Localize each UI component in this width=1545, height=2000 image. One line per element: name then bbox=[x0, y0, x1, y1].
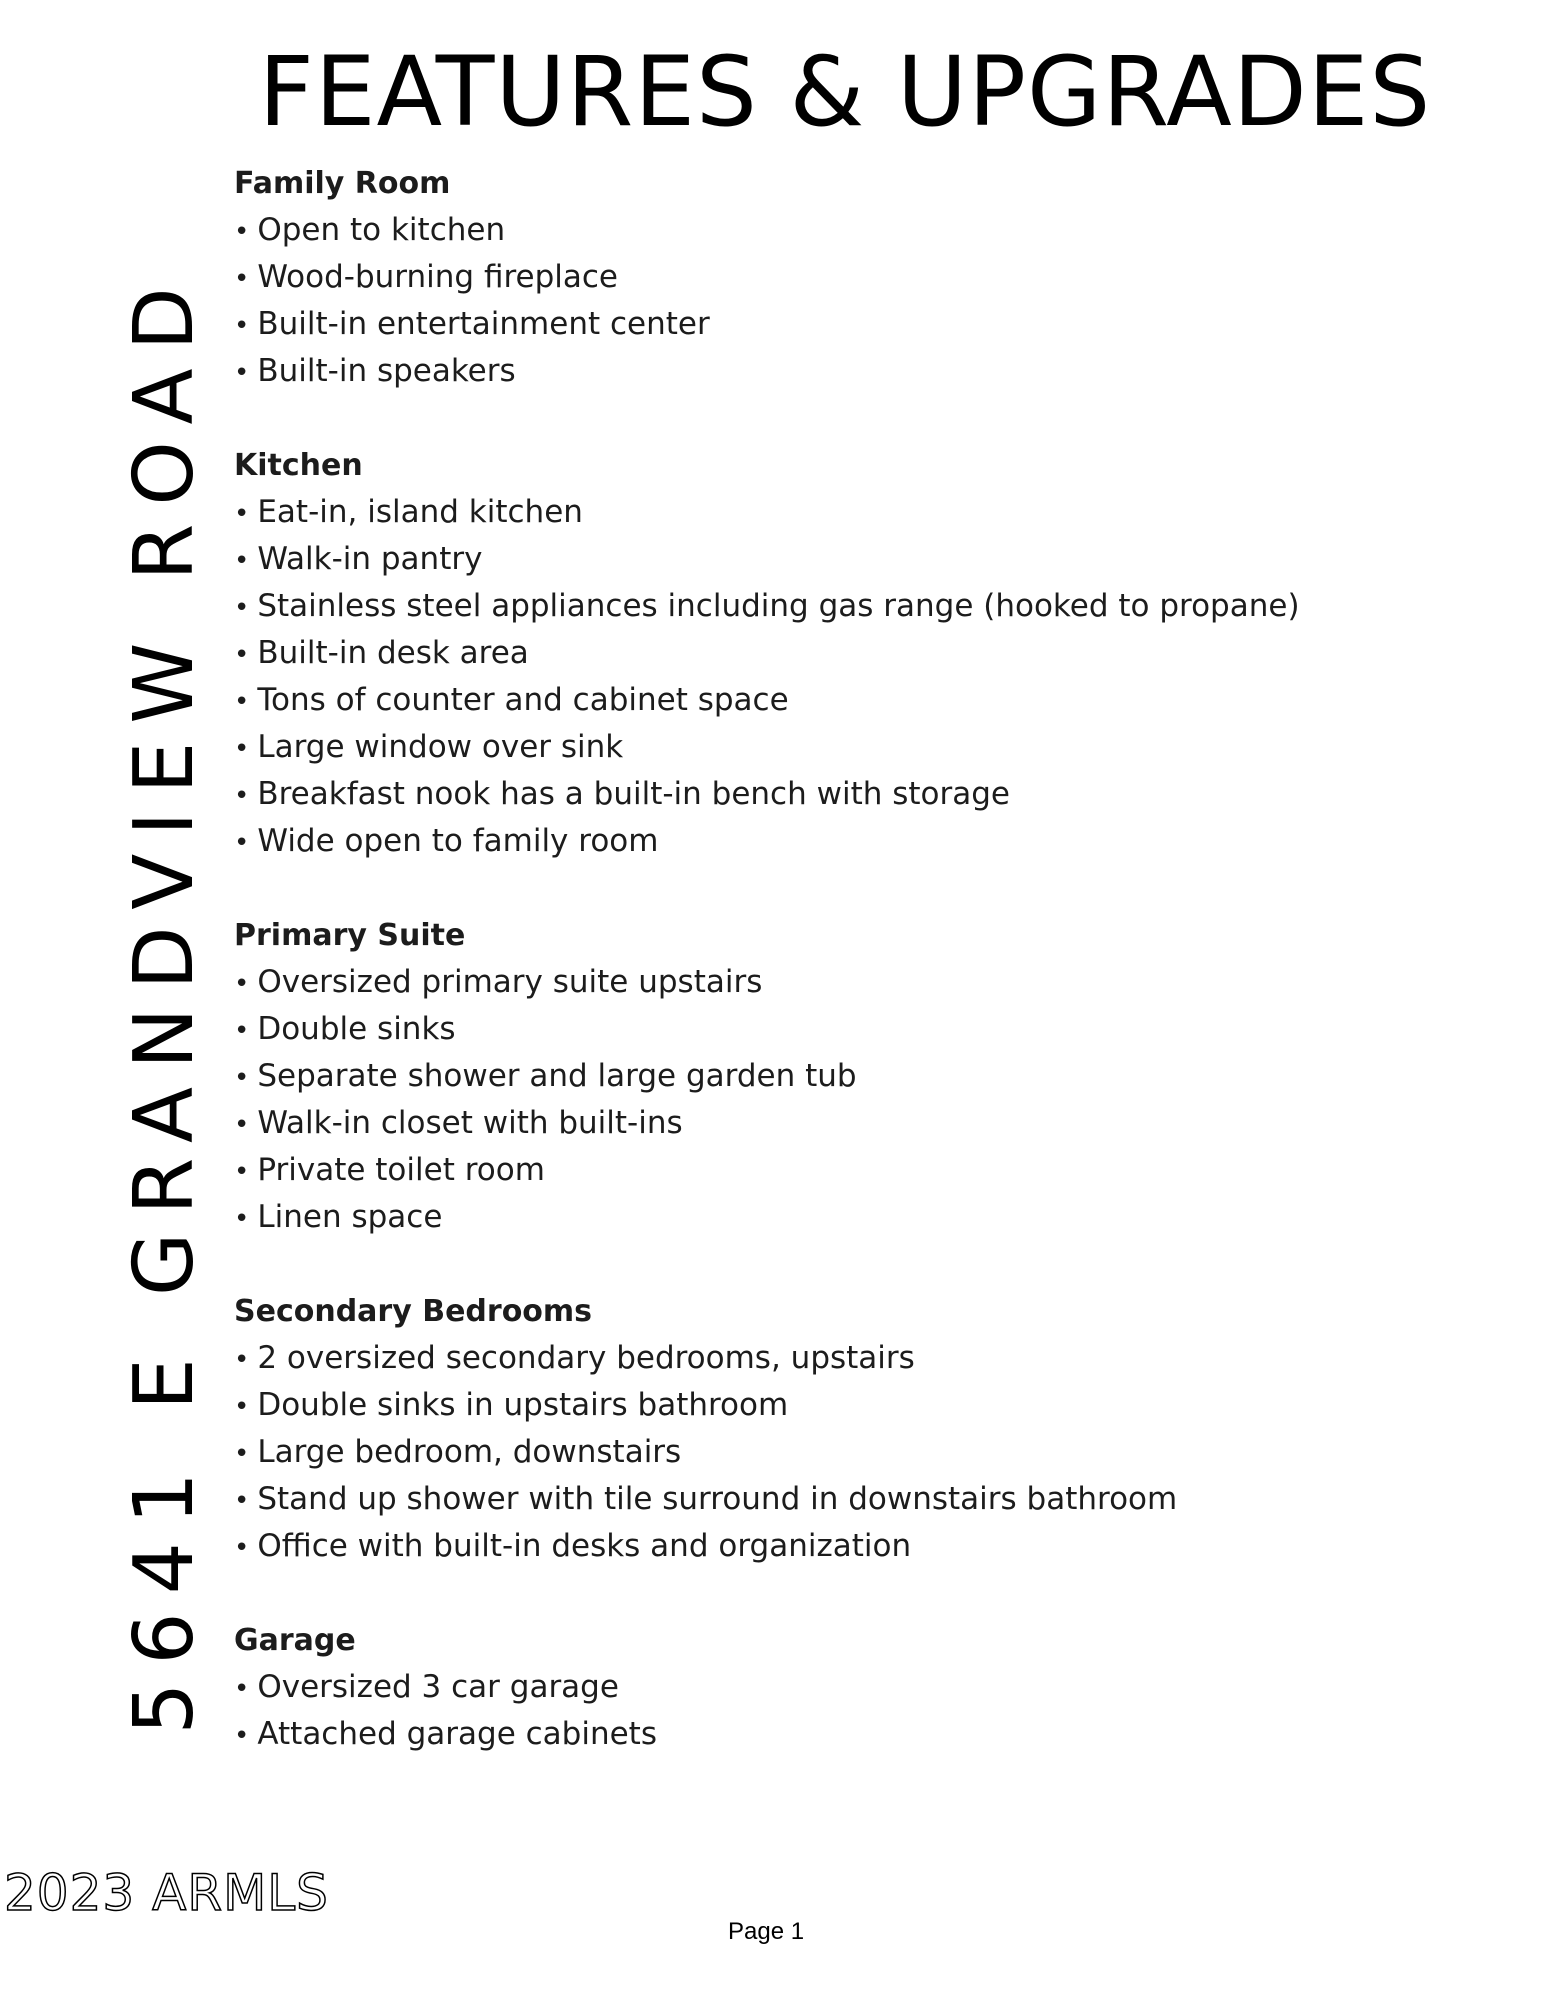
feature-item bbox=[234, 489, 1434, 536]
feature-text: Tons of counter and cabinet space bbox=[257, 682, 789, 718]
section-secondary-bedrooms bbox=[234, 1288, 1434, 1570]
feature-item bbox=[234, 1664, 1434, 1711]
feature-item bbox=[234, 1711, 1434, 1758]
features-list bbox=[234, 160, 1434, 1805]
feature-item bbox=[234, 1335, 1434, 1382]
feature-text: Private toilet room bbox=[257, 1152, 545, 1188]
property-address: 5641 E GRANDVIEW ROAD bbox=[117, 269, 212, 1735]
feature-item bbox=[234, 818, 1434, 865]
section-heading: Family Room bbox=[234, 166, 451, 201]
section-kitchen bbox=[234, 442, 1434, 865]
bullet: • bbox=[234, 546, 250, 576]
feature-text: Stand up shower with tile surround in downstairs bathroom bbox=[257, 1481, 1178, 1517]
section-heading: Primary Suite bbox=[234, 918, 466, 953]
feature-items bbox=[234, 1335, 1434, 1570]
feature-text: 2 oversized secondary bedrooms, upstairs bbox=[257, 1340, 915, 1376]
bullet: • bbox=[234, 781, 250, 811]
feature-item bbox=[234, 1147, 1434, 1194]
bullet: • bbox=[234, 1157, 250, 1187]
page-title: FEATURES & UPGRADES bbox=[258, 36, 1432, 148]
feature-items bbox=[234, 959, 1434, 1241]
feature-text: Built-in entertainment center bbox=[257, 306, 710, 342]
feature-text: Double sinks bbox=[257, 1011, 456, 1047]
feature-text: Large window over sink bbox=[257, 729, 624, 765]
bullet: • bbox=[234, 1392, 250, 1422]
bullet: • bbox=[234, 499, 250, 529]
feature-item bbox=[234, 724, 1434, 771]
bullet: • bbox=[234, 311, 250, 341]
feature-text: Oversized 3 car garage bbox=[257, 1669, 619, 1705]
bullet: • bbox=[234, 1345, 250, 1375]
feature-item bbox=[234, 1429, 1434, 1476]
feature-item bbox=[234, 677, 1434, 724]
feature-text: Wide open to family room bbox=[257, 823, 659, 859]
feature-text: Stainless steel appliances including gas range (hooked to propane) bbox=[257, 588, 1300, 624]
bullet: • bbox=[234, 1674, 250, 1704]
feature-items bbox=[234, 489, 1434, 865]
feature-text: Walk-in closet with built-ins bbox=[257, 1105, 683, 1141]
feature-text: Eat-in, island kitchen bbox=[257, 494, 583, 530]
bullet: • bbox=[234, 1533, 250, 1563]
bullet: • bbox=[234, 358, 250, 388]
feature-text: Wood-burning fireplace bbox=[257, 259, 619, 295]
feature-item bbox=[234, 1194, 1434, 1241]
section-primary-suite bbox=[234, 912, 1434, 1241]
feature-text: Office with built-in desks and organization bbox=[257, 1528, 912, 1564]
feature-item bbox=[234, 1382, 1434, 1429]
feature-item bbox=[234, 630, 1434, 677]
feature-text: Oversized primary suite upstairs bbox=[257, 964, 763, 1000]
feature-item bbox=[234, 1100, 1434, 1147]
feature-item bbox=[234, 301, 1434, 348]
bullet: • bbox=[234, 1721, 250, 1751]
feature-text: Large bedroom, downstairs bbox=[257, 1434, 682, 1470]
bullet: • bbox=[234, 1439, 250, 1469]
bullet: • bbox=[234, 969, 250, 999]
feature-item bbox=[234, 348, 1434, 395]
bullet: • bbox=[234, 1204, 250, 1234]
bullet: • bbox=[234, 1110, 250, 1140]
section-heading: Kitchen bbox=[234, 448, 363, 483]
section-heading: Secondary Bedrooms bbox=[234, 1294, 593, 1329]
feature-item bbox=[234, 1053, 1434, 1100]
bullet: • bbox=[234, 828, 250, 858]
feature-text: Double sinks in upstairs bathroom bbox=[257, 1387, 789, 1423]
feature-text: Attached garage cabinets bbox=[257, 1716, 657, 1752]
feature-text: Separate shower and large garden tub bbox=[257, 1058, 857, 1094]
feature-item bbox=[234, 959, 1434, 1006]
feature-text: Built-in desk area bbox=[257, 635, 529, 671]
feature-items bbox=[234, 207, 1434, 395]
section-garage bbox=[234, 1617, 1434, 1758]
bullet: • bbox=[234, 640, 250, 670]
feature-items bbox=[234, 1664, 1434, 1758]
feature-text: Breakfast nook has a built-in bench with storage bbox=[257, 776, 1010, 812]
feature-item bbox=[234, 1523, 1434, 1570]
feature-item bbox=[234, 254, 1434, 301]
feature-item bbox=[234, 1476, 1434, 1523]
bullet: • bbox=[234, 1063, 250, 1093]
page-number: Page 1 bbox=[728, 1918, 805, 1945]
feature-text: Walk-in pantry bbox=[257, 541, 483, 577]
feature-item bbox=[234, 1006, 1434, 1053]
feature-item bbox=[234, 583, 1434, 630]
feature-item bbox=[234, 207, 1434, 254]
feature-item bbox=[234, 536, 1434, 583]
feature-text: Linen space bbox=[257, 1199, 443, 1235]
watermark: 2023 ARMLS bbox=[4, 1864, 329, 1922]
bullet: • bbox=[234, 1016, 250, 1046]
bullet: • bbox=[234, 264, 250, 294]
bullet: • bbox=[234, 1486, 250, 1516]
bullet: • bbox=[234, 593, 250, 623]
section-heading: Garage bbox=[234, 1623, 356, 1658]
feature-item bbox=[234, 771, 1434, 818]
section-family-room bbox=[234, 160, 1434, 395]
bullet: • bbox=[234, 687, 250, 717]
bullet: • bbox=[234, 217, 250, 247]
bullet: • bbox=[234, 734, 250, 764]
feature-text: Open to kitchen bbox=[257, 212, 506, 248]
feature-text: Built-in speakers bbox=[257, 353, 516, 389]
